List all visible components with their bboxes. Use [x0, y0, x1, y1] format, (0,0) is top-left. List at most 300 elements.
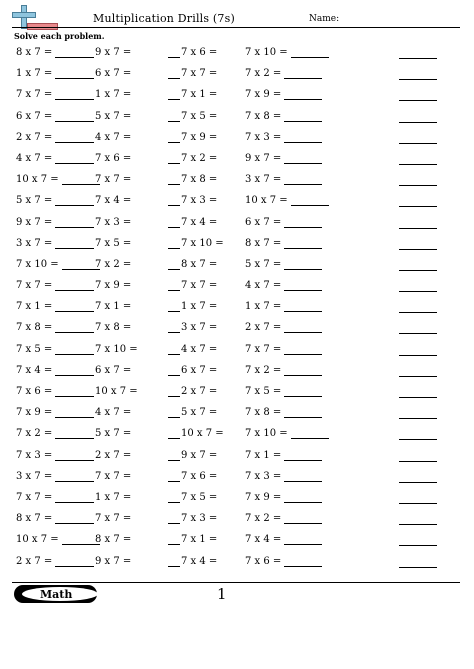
- problem-4: [245, 174, 322, 185]
- problem-2: [64, 238, 131, 249]
- problem-row: [0, 529, 474, 550]
- answer-blank[interactable]: [284, 451, 322, 461]
- answer-blank[interactable]: [64, 471, 94, 482]
- problem-text: 4 x 7 =: [95, 131, 132, 143]
- problem-text: 2 x 7 =: [245, 322, 282, 334]
- answer-blank[interactable]: [64, 153, 94, 164]
- problem-text: 2 x 7 =: [95, 449, 132, 461]
- problem-2: [64, 365, 131, 376]
- worksheet-title: Multiplication Drills (7s): [93, 12, 235, 25]
- problem-text: 7 x 10 =: [16, 258, 59, 270]
- problem-text: 7 x 10 =: [95, 343, 138, 355]
- answer-key-line[interactable]: [399, 461, 437, 462]
- problem-text: 7 x 5 =: [245, 386, 282, 397]
- problem-text: 7 x 5 =: [181, 491, 218, 503]
- problem-row: [0, 169, 474, 190]
- answer-blank[interactable]: [64, 174, 94, 185]
- problem-3: [168, 365, 217, 376]
- answer-blank[interactable]: [284, 535, 322, 545]
- problem-4: [245, 386, 322, 397]
- problem-4: [245, 513, 322, 524]
- problem-4: [245, 259, 322, 270]
- problem-3: [168, 513, 217, 524]
- problem-grid: [0, 42, 474, 572]
- answer-key-line[interactable]: [399, 418, 437, 419]
- problem-text: 6 x 7 =: [95, 364, 132, 376]
- problem-text: 7 x 2 =: [245, 513, 282, 525]
- problem-4: [245, 217, 322, 228]
- answer-blank[interactable]: [64, 238, 94, 249]
- answer-key-line[interactable]: [399, 228, 437, 229]
- problem-2: [64, 534, 131, 545]
- problem-4: [245, 280, 322, 291]
- problem-4: [245, 428, 329, 439]
- problem-text: 1 x 7 =: [181, 301, 218, 313]
- problem-text: 7 x 8 =: [181, 174, 218, 186]
- problem-text: 2 x 7 =: [16, 555, 53, 567]
- problem-text: 7 x 7 =: [16, 89, 53, 101]
- answer-blank[interactable]: [168, 513, 180, 524]
- problem-text: 3 x 7 =: [16, 237, 53, 249]
- problem-text: 7 x 8 =: [95, 322, 132, 334]
- answer-blank[interactable]: [64, 89, 94, 100]
- problem-2: [64, 111, 131, 122]
- problem-text: 6 x 7 =: [16, 110, 53, 122]
- problem-row: [0, 296, 474, 317]
- answer-blank[interactable]: [168, 195, 180, 206]
- problem-text: 7 x 1 =: [181, 89, 218, 101]
- problem-row: [0, 127, 474, 148]
- problem-4: [245, 365, 322, 376]
- problem-text: 7 x 5 =: [181, 110, 218, 122]
- answer-key-line[interactable]: [399, 206, 437, 207]
- answer-blank[interactable]: [284, 154, 322, 164]
- problem-3: [168, 238, 224, 249]
- problem-4: [245, 153, 322, 164]
- problem-2: [64, 450, 131, 461]
- problem-text: 7 x 7 =: [181, 280, 218, 292]
- problem-text: 2 x 7 =: [181, 386, 218, 397]
- problem-text: 7 x 9 =: [95, 280, 132, 292]
- answer-blank[interactable]: [168, 174, 180, 185]
- answer-key-line[interactable]: [399, 567, 437, 568]
- answer-key-line[interactable]: [399, 270, 437, 271]
- answer-blank[interactable]: [168, 407, 180, 418]
- answer-blank[interactable]: [284, 345, 322, 355]
- answer-key-line[interactable]: [399, 143, 437, 144]
- answer-key-line[interactable]: [399, 249, 437, 250]
- problem-2: [64, 322, 131, 333]
- answer-blank[interactable]: [64, 386, 94, 397]
- problem-4: [245, 450, 322, 461]
- problem-row: [0, 508, 474, 529]
- answer-key-line[interactable]: [399, 333, 437, 334]
- problem-text: 7 x 7 =: [16, 491, 53, 503]
- problem-text: 5 x 7 =: [16, 195, 53, 207]
- answer-blank[interactable]: [64, 280, 94, 291]
- answer-key-line[interactable]: [399, 524, 437, 525]
- problem-text: 7 x 3 =: [245, 470, 282, 482]
- problem-row: [0, 190, 474, 211]
- problem-text: 10 x 7 =: [16, 534, 59, 546]
- problem-2: [64, 301, 131, 312]
- problem-2: [64, 195, 131, 206]
- problem-3: [168, 111, 217, 122]
- answer-blank[interactable]: [168, 428, 180, 439]
- problem-row: [0, 106, 474, 127]
- answer-blank[interactable]: [168, 238, 180, 249]
- problem-text: 7 x 1 =: [245, 449, 282, 461]
- problem-text: 10 x 7 =: [16, 174, 59, 186]
- problem-row: [0, 317, 474, 338]
- answer-blank[interactable]: [284, 260, 322, 270]
- answer-blank[interactable]: [168, 217, 180, 228]
- problem-row: [0, 423, 474, 444]
- answer-key-line[interactable]: [399, 482, 437, 483]
- problem-2: [64, 556, 131, 567]
- answer-blank[interactable]: [168, 492, 180, 503]
- problem-text: 7 x 9 =: [245, 89, 282, 101]
- problem-3: [168, 259, 217, 270]
- answer-key-line[interactable]: [399, 185, 437, 186]
- problem-text: 7 x 3 =: [181, 195, 218, 207]
- answer-blank[interactable]: [168, 344, 180, 355]
- problem-2: [64, 386, 138, 397]
- answer-blank[interactable]: [168, 47, 180, 58]
- problem-text: 7 x 4 =: [181, 216, 218, 228]
- problem-3: [168, 280, 217, 291]
- problem-3: [168, 132, 217, 143]
- problem-2: [64, 47, 131, 58]
- answer-blank[interactable]: [64, 513, 94, 524]
- answer-blank[interactable]: [64, 428, 94, 439]
- answer-blank[interactable]: [168, 365, 180, 376]
- problem-text: 7 x 6 =: [95, 152, 132, 164]
- answer-blank[interactable]: [64, 68, 94, 79]
- problem-text: 7 x 4 =: [16, 364, 53, 376]
- answer-blank[interactable]: [284, 90, 322, 100]
- answer-blank[interactable]: [284, 218, 322, 228]
- problem-text: 7 x 6 =: [16, 386, 53, 397]
- problem-3: [168, 322, 217, 333]
- answer-blank[interactable]: [284, 387, 322, 397]
- problem-2: [64, 132, 131, 143]
- math-badge: [14, 585, 97, 603]
- answer-key-line[interactable]: [399, 545, 437, 546]
- answer-blank[interactable]: [64, 492, 94, 503]
- problem-text: 7 x 6 =: [181, 470, 218, 482]
- problem-text: 7 x 1 =: [16, 301, 53, 313]
- answer-blank[interactable]: [64, 556, 94, 567]
- answer-blank[interactable]: [64, 111, 94, 122]
- header-divider: [12, 27, 460, 28]
- problem-text: 6 x 7 =: [245, 216, 282, 228]
- answer-key-line[interactable]: [399, 503, 437, 504]
- problem-text: 4 x 7 =: [16, 152, 53, 164]
- answer-blank[interactable]: [64, 47, 94, 58]
- answer-blank[interactable]: [64, 407, 94, 418]
- problem-text: 7 x 10 =: [181, 237, 224, 249]
- answer-blank[interactable]: [64, 450, 94, 461]
- problem-row: [0, 381, 474, 402]
- answer-blank[interactable]: [284, 493, 322, 503]
- problem-text: 7 x 1 =: [95, 301, 132, 313]
- answer-blank[interactable]: [291, 196, 329, 206]
- answer-blank[interactable]: [64, 195, 94, 206]
- answer-key-line[interactable]: [399, 376, 437, 377]
- problem-text: 2 x 7 =: [16, 131, 53, 143]
- answer-blank[interactable]: [168, 153, 180, 164]
- problem-4: [245, 492, 322, 503]
- answer-blank[interactable]: [64, 259, 94, 270]
- problem-text: 7 x 2 =: [16, 428, 53, 440]
- problem-row: [0, 402, 474, 423]
- answer-blank[interactable]: [168, 132, 180, 143]
- problem-2: [64, 344, 138, 355]
- problem-2: [64, 407, 131, 418]
- problem-text: 7 x 4 =: [95, 195, 132, 207]
- problem-text: 7 x 8 =: [245, 110, 282, 122]
- answer-blank[interactable]: [284, 281, 322, 291]
- answer-key-line[interactable]: [399, 122, 437, 123]
- problem-text: 7 x 7 =: [95, 513, 132, 525]
- answer-blank[interactable]: [64, 132, 94, 143]
- answer-blank[interactable]: [168, 111, 180, 122]
- problem-3: [168, 217, 217, 228]
- problem-row: [0, 233, 474, 254]
- footer-divider: [12, 582, 460, 583]
- problem-3: [168, 471, 217, 482]
- problem-2: [64, 217, 131, 228]
- answer-blank[interactable]: [64, 217, 94, 228]
- problem-2: [64, 68, 131, 79]
- answer-blank[interactable]: [284, 69, 322, 79]
- answer-key-line[interactable]: [399, 312, 437, 313]
- problem-row: [0, 63, 474, 84]
- problem-2: [64, 89, 131, 100]
- problem-3: [168, 344, 217, 355]
- answer-key-line[interactable]: [399, 58, 437, 59]
- answer-blank[interactable]: [291, 48, 329, 58]
- answer-blank[interactable]: [291, 429, 329, 439]
- problem-4: [245, 301, 322, 312]
- instructions: Solve each problem.: [14, 31, 105, 41]
- answer-blank[interactable]: [168, 68, 180, 79]
- answer-blank[interactable]: [284, 112, 322, 122]
- problem-3: [168, 195, 217, 206]
- problem-row: [0, 254, 474, 275]
- problem-text: 3 x 7 =: [16, 470, 53, 482]
- answer-blank[interactable]: [168, 89, 180, 100]
- answer-blank[interactable]: [168, 280, 180, 291]
- problem-3: [168, 174, 217, 185]
- problem-3: [168, 153, 217, 164]
- problem-row: [0, 42, 474, 63]
- problem-text: 8 x 7 =: [245, 237, 282, 249]
- problem-3: [168, 386, 217, 397]
- problem-text: 6 x 7 =: [95, 68, 132, 80]
- problem-text: 7 x 7 =: [95, 470, 132, 482]
- answer-key-line[interactable]: [399, 439, 437, 440]
- problem-text: 3 x 7 =: [245, 174, 282, 186]
- problem-text: 8 x 7 =: [16, 47, 53, 58]
- problem-text: 7 x 6 =: [181, 47, 218, 58]
- problem-text: 7 x 7 =: [181, 68, 218, 80]
- problem-text: 7 x 8 =: [16, 322, 53, 334]
- problem-2: [64, 280, 131, 291]
- problem-text: 9 x 7 =: [95, 555, 132, 567]
- answer-blank[interactable]: [168, 556, 180, 567]
- answer-blank[interactable]: [284, 557, 322, 567]
- problem-4: [245, 47, 329, 58]
- problem-4: [245, 195, 329, 206]
- answer-blank[interactable]: [284, 366, 322, 376]
- problem-3: [168, 407, 217, 418]
- answer-blank[interactable]: [64, 534, 94, 545]
- problem-3: [168, 68, 217, 79]
- problem-text: 7 x 10 =: [245, 47, 288, 58]
- answer-blank[interactable]: [284, 302, 322, 312]
- problem-3: [168, 301, 217, 312]
- problem-text: 9 x 7 =: [181, 449, 218, 461]
- problem-2: [64, 153, 131, 164]
- answer-blank[interactable]: [168, 471, 180, 482]
- problem-text: 7 x 9 =: [181, 131, 218, 143]
- answer-blank[interactable]: [284, 239, 322, 249]
- problem-text: 4 x 7 =: [245, 280, 282, 292]
- answer-blank[interactable]: [168, 386, 180, 397]
- math-badge-label: Math: [40, 588, 73, 601]
- answer-blank[interactable]: [168, 322, 180, 333]
- problem-3: [168, 492, 217, 503]
- answer-blank[interactable]: [284, 514, 322, 524]
- problem-text: 7 x 3 =: [245, 131, 282, 143]
- problem-4: [245, 322, 322, 333]
- problem-4: [245, 68, 322, 79]
- answer-key-line[interactable]: [399, 79, 437, 80]
- problem-text: 4 x 7 =: [95, 407, 132, 419]
- answer-blank[interactable]: [284, 472, 322, 482]
- problem-3: [168, 534, 217, 545]
- problem-3: [168, 428, 224, 439]
- problem-text: 7 x 7 =: [245, 343, 282, 355]
- problem-4: [245, 534, 322, 545]
- problem-text: 8 x 7 =: [95, 534, 132, 546]
- answer-blank[interactable]: [284, 133, 322, 143]
- answer-blank[interactable]: [284, 175, 322, 185]
- problem-text: 7 x 1 =: [181, 534, 218, 546]
- problem-2: [64, 174, 131, 185]
- problem-2: [64, 428, 131, 439]
- answer-blank[interactable]: [64, 301, 94, 312]
- problem-text: 5 x 7 =: [95, 428, 132, 440]
- problem-text: 5 x 7 =: [95, 110, 132, 122]
- problem-text: 1 x 7 =: [95, 491, 132, 503]
- problem-text: 5 x 7 =: [245, 258, 282, 270]
- problem-row: [0, 360, 474, 381]
- answer-blank[interactable]: [284, 323, 322, 333]
- answer-blank[interactable]: [64, 344, 94, 355]
- problem-3: [168, 450, 217, 461]
- problem-text: 7 x 4 =: [245, 534, 282, 546]
- answer-key-line[interactable]: [399, 100, 437, 101]
- problem-row: [0, 84, 474, 105]
- name-label: Name:: [309, 14, 340, 24]
- page-number: 1: [217, 585, 227, 603]
- problem-text: 7 x 2 =: [245, 68, 282, 80]
- problem-text: 8 x 7 =: [181, 258, 218, 270]
- problem-2: [64, 259, 131, 270]
- problem-4: [245, 556, 322, 567]
- problem-text: 8 x 7 =: [16, 513, 53, 525]
- problem-row: [0, 339, 474, 360]
- problem-row: [0, 212, 474, 233]
- problem-3: [168, 47, 217, 58]
- problem-text: 9 x 7 =: [95, 47, 132, 58]
- answer-blank[interactable]: [168, 259, 180, 270]
- problem-text: 7 x 6 =: [245, 555, 282, 567]
- problem-row: [0, 275, 474, 296]
- problem-row: [0, 551, 474, 572]
- problem-text: 7 x 7 =: [95, 174, 132, 186]
- answer-blank[interactable]: [284, 408, 322, 418]
- problem-text: 9 x 7 =: [16, 216, 53, 228]
- problem-text: 5 x 7 =: [181, 407, 218, 419]
- problem-text: 7 x 2 =: [245, 364, 282, 376]
- problem-text: 10 x 7 =: [95, 386, 138, 397]
- answer-key-line[interactable]: [399, 164, 437, 165]
- problem-text: 7 x 3 =: [16, 449, 53, 461]
- problem-4: [245, 471, 322, 482]
- answer-key-line[interactable]: [399, 291, 437, 292]
- problem-text: 7 x 5 =: [16, 343, 53, 355]
- problem-text: 7 x 10 =: [245, 428, 288, 440]
- problem-text: 1 x 7 =: [95, 89, 132, 101]
- problem-4: [245, 344, 322, 355]
- problem-2: [64, 492, 131, 503]
- problem-text: 7 x 3 =: [181, 513, 218, 525]
- problem-text: 7 x 2 =: [95, 258, 132, 270]
- answer-key-line[interactable]: [399, 397, 437, 398]
- problem-text: 10 x 7 =: [245, 195, 288, 207]
- problem-row: [0, 466, 474, 487]
- problem-4: [245, 238, 322, 249]
- answer-blank[interactable]: [64, 322, 94, 333]
- problem-4: [245, 111, 322, 122]
- answer-blank[interactable]: [168, 450, 180, 461]
- problem-2: [64, 513, 131, 524]
- problem-3: [168, 556, 217, 567]
- answer-key-line[interactable]: [399, 355, 437, 356]
- problem-2: [64, 471, 131, 482]
- problem-text: 7 x 8 =: [245, 407, 282, 419]
- problem-text: 7 x 7 =: [16, 280, 53, 292]
- problem-text: 1 x 7 =: [16, 68, 53, 80]
- problem-text: 9 x 7 =: [245, 152, 282, 164]
- problem-text: 7 x 2 =: [181, 152, 218, 164]
- problem-text: 7 x 5 =: [95, 237, 132, 249]
- problem-row: [0, 148, 474, 169]
- answer-blank[interactable]: [168, 301, 180, 312]
- answer-blank[interactable]: [64, 365, 94, 376]
- problem-4: [245, 89, 322, 100]
- problem-text: 10 x 7 =: [181, 428, 224, 440]
- problem-4: [245, 407, 322, 418]
- problem-text: 6 x 7 =: [181, 364, 218, 376]
- answer-blank[interactable]: [168, 534, 180, 545]
- problem-text: 7 x 9 =: [16, 407, 53, 419]
- problem-text: 1 x 7 =: [245, 301, 282, 313]
